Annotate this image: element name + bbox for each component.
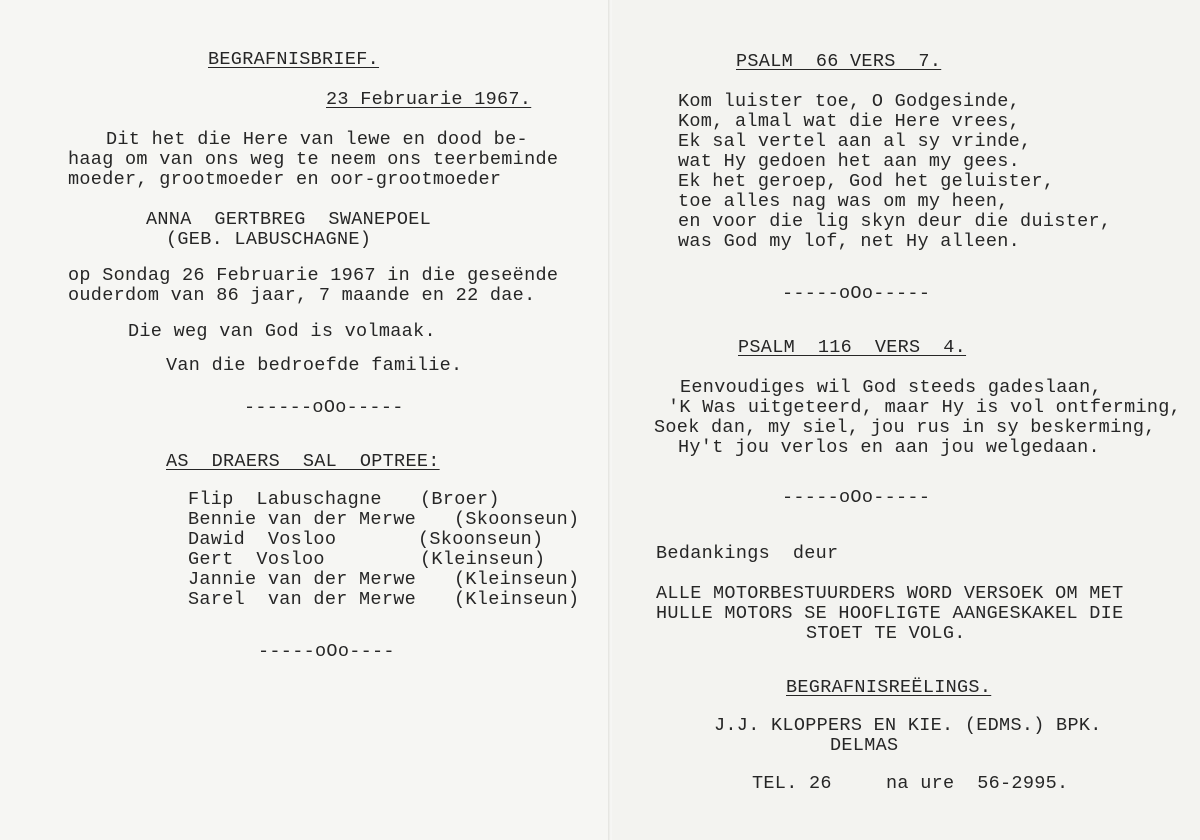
intro-line-1: Dit het die Here van lewe en dood be- <box>106 129 528 150</box>
letter-title: BEGRAFNISBRIEF. <box>208 49 380 70</box>
undertaker-name: J.J. KLOPPERS EN KIE. (EDMS.) BPK. <box>714 715 1102 736</box>
psalm-116-line: Hy't jou verlos en aan jou welgedaan. <box>678 437 1100 458</box>
psalm-66-line: toe alles nag was om my heen, <box>678 191 1009 212</box>
thanks-line: Bedankings deur <box>656 543 839 564</box>
pallbearer-name: Jannie van der Merwe <box>188 569 417 590</box>
notice-line: HULLE MOTORS SE HOOFLIGTE AANGESKAKEL DIE <box>656 603 1124 624</box>
intro-line-3: moeder, grootmoeder en oor-grootmoeder <box>68 169 502 190</box>
psalm-66-line: wat Hy gedoen het aan my gees. <box>678 151 1021 172</box>
psalm-66-line: Ek sal vertel aan al sy vrinde, <box>678 131 1032 152</box>
pallbearer-name: Gert Vosloo <box>188 549 325 570</box>
pallbearer-relation: (Kleinseun) <box>454 589 580 610</box>
pallbearer-relation: (Skoonseun) <box>454 509 580 530</box>
pallbearers-title: AS DRAERS SAL OPTREE: <box>166 451 440 472</box>
notice-line: STOET TE VOLG. <box>806 623 966 644</box>
after-hours-number: na ure 56-2995. <box>886 773 1069 794</box>
separator: -----oOo----- <box>782 487 931 508</box>
psalm-66-title: PSALM 66 VERS 7. <box>736 51 942 72</box>
pallbearer-relation: (Skoonseun) <box>418 529 544 550</box>
scripture-line: Die weg van God is volmaak. <box>128 321 436 342</box>
pallbearer-relation: (Kleinseun) <box>454 569 580 590</box>
deceased-birth-name: (GEB. LABUSCHAGNE) <box>166 229 372 250</box>
psalm-116-line: Eenvoudiges wil God steeds gadeslaan, <box>680 377 1102 398</box>
family-line: Van die bedroefde familie. <box>166 355 463 376</box>
pallbearer-name: Sarel van der Merwe <box>188 589 417 610</box>
death-line-1: op Sondag 26 Februarie 1967 in die geseënde <box>68 265 559 286</box>
death-line-2: ouderdom van 86 jaar, 7 maande en 22 dae. <box>68 285 536 306</box>
separator: ------oOo----- <box>244 397 404 418</box>
psalm-116-line: Soek dan, my siel, jou rus in sy beskerming, <box>654 417 1156 438</box>
letter-date: 23 Februarie 1967. <box>326 89 532 110</box>
notice-line: ALLE MOTORBESTUURDERS WORD VERSOEK OM MET <box>656 583 1124 604</box>
separator: -----oOo----- <box>782 283 931 304</box>
pallbearer-name: Flip Labuschagne <box>188 489 382 510</box>
pallbearer-relation: (Kleinseun) <box>420 549 546 570</box>
psalm-116-title: PSALM 116 VERS 4. <box>738 337 967 358</box>
pallbearer-relation: (Broer) <box>420 489 500 510</box>
intro-line-2: haag om van ons weg te neem ons teerbeminde <box>68 149 559 170</box>
pallbearer-name: Dawid Vosloo <box>188 529 337 550</box>
undertaker-town: DELMAS <box>830 735 899 756</box>
telephone-label: TEL. 26 <box>752 773 832 794</box>
psalm-66-line: Kom, almal wat die Here vrees, <box>678 111 1021 132</box>
psalm-66-line: Ek het geroep, God het geluister, <box>678 171 1055 192</box>
pallbearer-name: Bennie van der Merwe <box>188 509 417 530</box>
separator: -----oOo---- <box>258 641 395 662</box>
deceased-name: ANNA GERTBREG SWANEPOEL <box>146 209 432 230</box>
psalm-66-line: Kom luister toe, O Godgesinde, <box>678 91 1021 112</box>
right-page <box>612 0 1200 840</box>
psalm-66-line: en voor die lig skyn deur die duister, <box>678 211 1112 232</box>
psalm-116-line: 'K Was uitgeteerd, maar Hy is vol ontferming, <box>668 397 1182 418</box>
arrangements-title: BEGRAFNISREËLINGS. <box>786 677 992 698</box>
psalm-66-line: was God my lof, net Hy alleen. <box>678 231 1021 252</box>
